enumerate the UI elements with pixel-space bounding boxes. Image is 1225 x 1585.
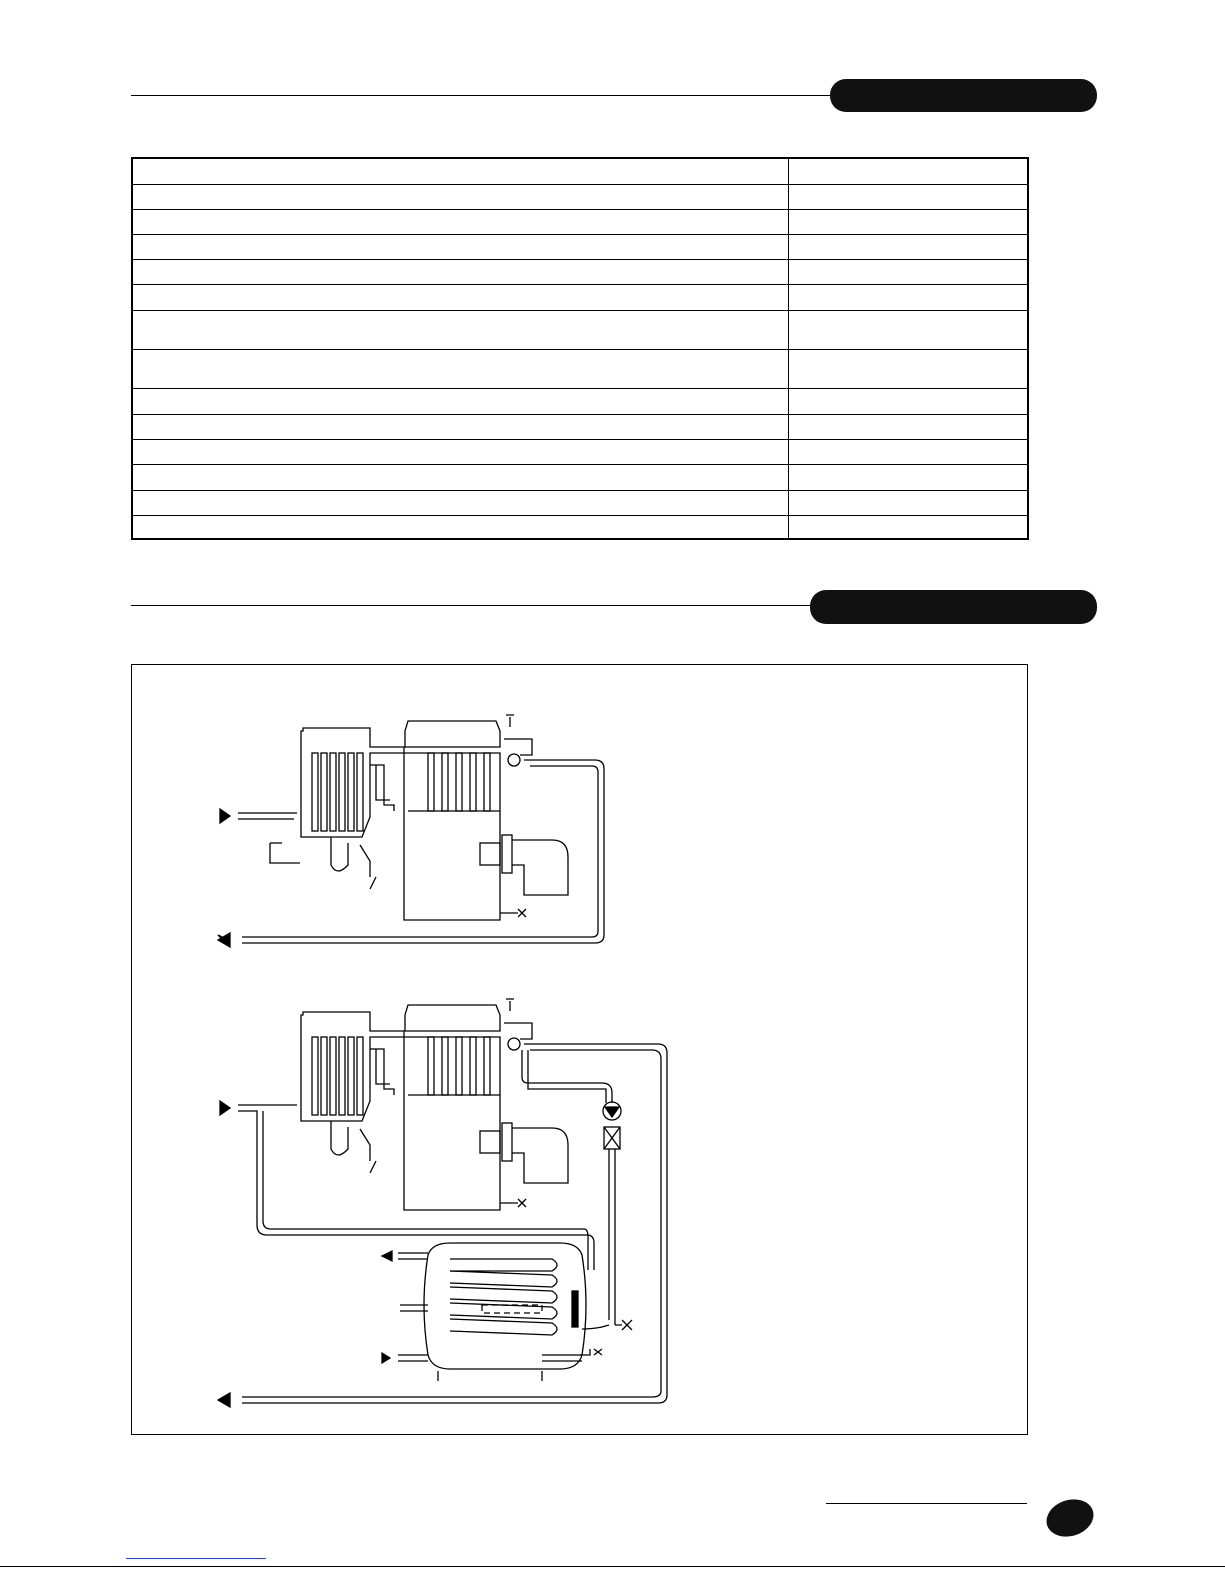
- spec-table-row: [132, 209, 1028, 234]
- drain-valve: [500, 909, 526, 917]
- spec-table-row: [132, 184, 1028, 209]
- boiler-body-2: [404, 1037, 500, 1210]
- flow-pipe-loop: [242, 760, 604, 943]
- boiler-fins: [428, 753, 490, 811]
- footer-rule: [826, 1503, 1027, 1504]
- spec-label-cell: [132, 414, 789, 439]
- spec-value-cell: [789, 439, 1029, 464]
- return-pipe-in: [238, 813, 297, 819]
- spec-label-cell: [132, 464, 789, 490]
- spec-label-cell: [132, 439, 789, 464]
- condensate-trap: [331, 837, 376, 889]
- spec-value-cell: [789, 158, 1029, 184]
- tank-coil: [450, 1259, 557, 1335]
- spec-value-cell: [789, 490, 1029, 515]
- spec-value-cell: [789, 234, 1029, 259]
- air-vent: [504, 715, 532, 755]
- spec-label-cell: [132, 158, 789, 184]
- spec-label-cell: [132, 515, 789, 539]
- schematic-boiler-with-tank: [218, 999, 667, 1407]
- section1-rule: [131, 95, 831, 96]
- spec-value-cell: [789, 414, 1029, 439]
- spec-table-row: [132, 464, 1028, 490]
- spec-table-row: [132, 490, 1028, 515]
- spec-label-cell: [132, 234, 789, 259]
- spec-table-row: [132, 284, 1028, 310]
- hydraulic-schematics: [132, 665, 1029, 1436]
- spec-label-cell: [132, 259, 789, 284]
- spec-label-cell: [132, 490, 789, 515]
- spec-label-cell: [132, 284, 789, 310]
- pump-branch-pipe: [522, 1050, 612, 1103]
- spec-value-cell: [789, 209, 1029, 234]
- section2-rule: [131, 605, 811, 606]
- spec-value-cell: [789, 184, 1029, 209]
- spec-table-row: [132, 158, 1028, 184]
- section1-tab: [830, 79, 1097, 112]
- pump-outlet: [508, 754, 520, 766]
- spec-value-cell: [789, 310, 1029, 349]
- spec-table-row: [132, 515, 1028, 539]
- spec-table-row: [132, 234, 1028, 259]
- boiler-fins-2: [428, 1037, 490, 1095]
- spec-table-row: [132, 349, 1028, 388]
- spec-value-cell: [789, 284, 1029, 310]
- spec-value-cell: [789, 259, 1029, 284]
- schematic-boiler-only: [218, 715, 604, 947]
- spec-value-cell: [789, 464, 1029, 490]
- bottom-link-underline[interactable]: [126, 1556, 266, 1559]
- spec-table-row: [132, 310, 1028, 349]
- drain-valve-2: [500, 1199, 526, 1207]
- spec-value-cell: [789, 515, 1029, 539]
- spec-table-row: [132, 259, 1028, 284]
- burner: [480, 835, 568, 895]
- spec-label-cell: [132, 310, 789, 349]
- spec-value-cell: [789, 349, 1029, 388]
- spec-value-cell: [789, 388, 1029, 414]
- bottom-edge-line: [0, 1566, 1225, 1567]
- spec-table-row: [132, 439, 1028, 464]
- section2-tab: [810, 590, 1097, 624]
- spec-label-cell: [132, 209, 789, 234]
- heat-exchanger-fins: [312, 753, 363, 831]
- flow-pipe-loop-2: [242, 1044, 667, 1403]
- spec-table: [131, 157, 1029, 540]
- spec-label-cell: [132, 388, 789, 414]
- spec-label-cell: [132, 349, 789, 388]
- spec-table-row: [132, 414, 1028, 439]
- page-number-badge: [1042, 1493, 1099, 1542]
- heat-exchanger-fins-2: [312, 1037, 363, 1115]
- spec-label-cell: [132, 184, 789, 209]
- burner-2: [480, 1123, 568, 1183]
- boiler-body: [404, 753, 500, 920]
- schematic-figure-box: [131, 664, 1028, 1435]
- spec-table-row: [132, 388, 1028, 414]
